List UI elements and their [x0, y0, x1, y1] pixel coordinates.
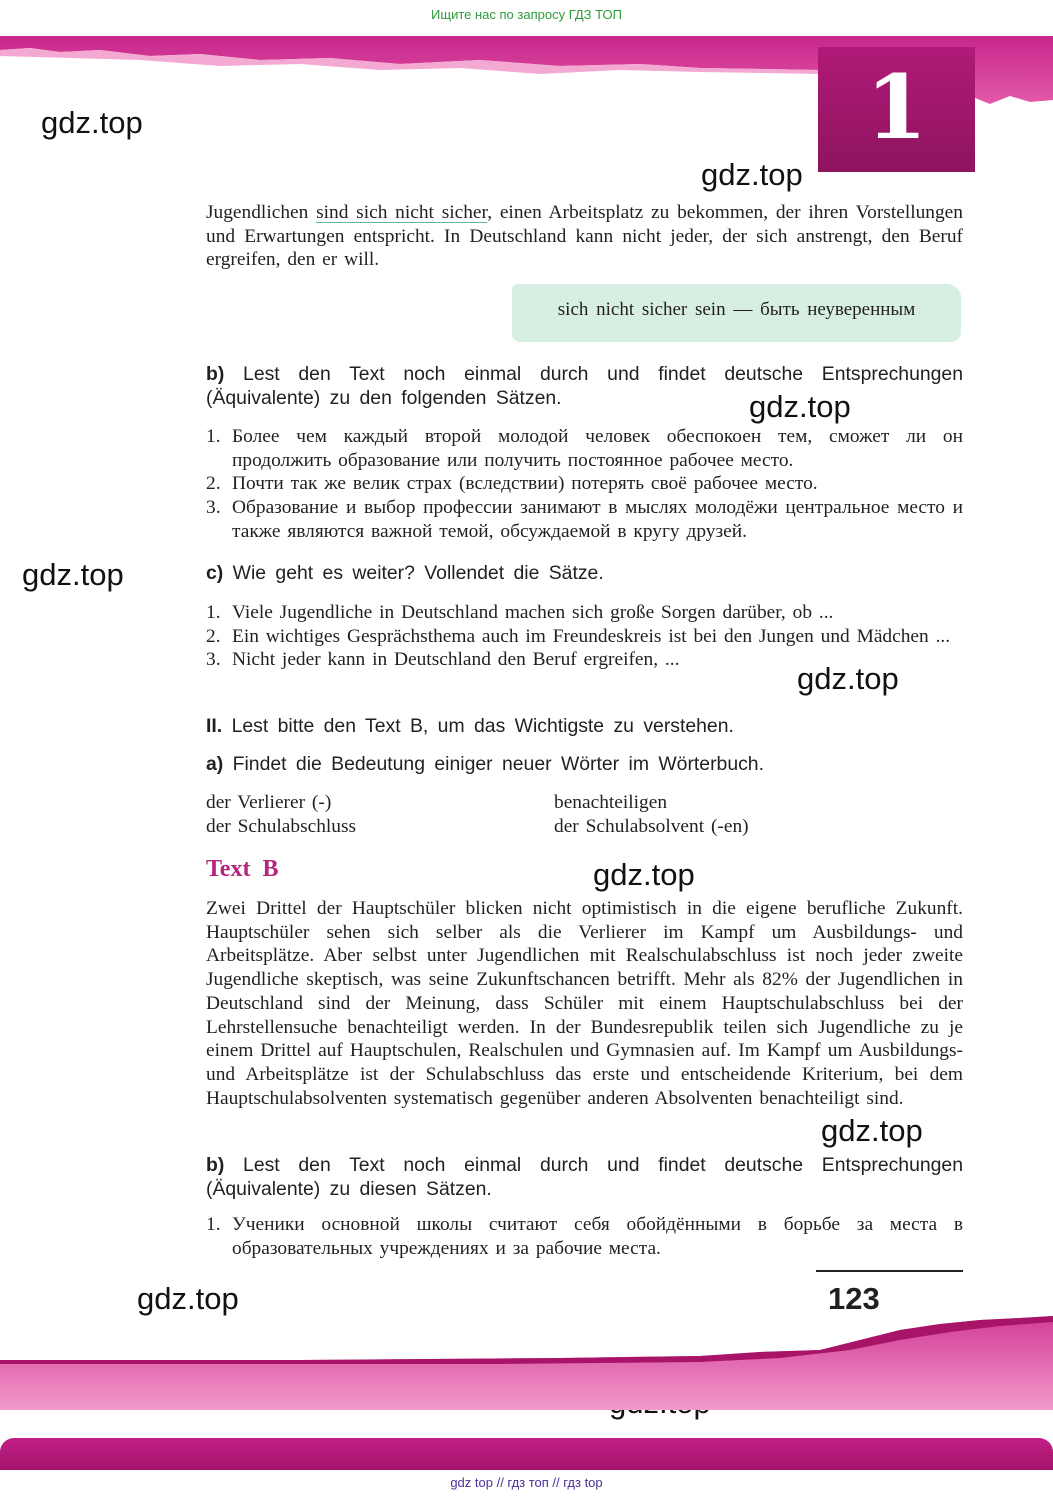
highlighted-phrase: sind sich nicht sicher	[316, 202, 488, 223]
watermark: gdz.top	[701, 157, 803, 192]
task-b2-instruction	[206, 1154, 963, 1201]
page-number: 123	[828, 1281, 880, 1316]
vocab-word: der Schulabsolvent (-en)	[554, 816, 749, 837]
list-item	[206, 472, 963, 496]
item-number: 2.	[206, 625, 221, 647]
watermark: gdz.top	[797, 661, 899, 696]
chapter-number: 1	[865, 55, 928, 159]
watermark: gdz.top	[593, 857, 695, 892]
task-b-instruction	[206, 363, 963, 410]
task-text: Findet die Bedeutung einiger neuer Wörter im Wörterbuch.	[232, 753, 764, 775]
task-label: a)	[206, 753, 224, 775]
bottom-decorative-band	[0, 1300, 1053, 1410]
task-a-instruction	[206, 753, 963, 777]
item-number: 2.	[206, 473, 221, 495]
intro-text-end: , einen Arbeitsplatz zu bekommen, der ihren Vorstellungen und Erwartungen entspricht. In Deutschland kann nicht jeder, der sich anstrengt, den Beruf ergreifen, den er will.	[206, 202, 963, 271]
bottom-bar	[0, 1438, 1053, 1470]
list-item	[206, 625, 963, 649]
item-number: 1.	[206, 426, 221, 447]
task-label: c)	[206, 562, 224, 584]
vocabulary-note	[512, 284, 961, 342]
footer-links[interactable]: gdz top // гдз топ // гдз top	[450, 1475, 603, 1490]
item-text: Почти так же велик страх (вследствии) потерять своё рабочее место.	[232, 473, 818, 495]
list-item	[206, 601, 963, 625]
task-label: b)	[206, 363, 225, 385]
item-text: Ein wichtiges Gesprächsthema auch im Freundeskreis ist bei den Jungen und Mädchen ...	[232, 625, 951, 647]
item-text: Ученики основной школы считают себя обойдёнными в борьбе за места в образовательных учреждениях и за рабочие места.	[232, 1214, 963, 1259]
item-text: Более чем каждый второй молодой человек обеспокоен тем, сможет ли он продолжить образование или получить постоянное рабочее место.	[232, 426, 963, 471]
item-number: 3.	[206, 497, 221, 519]
list-item	[206, 496, 963, 543]
page-number-rule	[816, 1270, 963, 1272]
intro-paragraph	[206, 201, 963, 272]
vocab-word: der Verlierer (-)	[206, 792, 332, 813]
task-text: Lest den Text noch einmal durch und findet deutsche Entsprechungen (Äquivalente) zu diesen Sätzen.	[206, 1154, 964, 1200]
watermark: gdz.top	[41, 105, 143, 140]
intro-text-start: Jugendlichen	[206, 202, 317, 223]
watermark: gdz.top	[137, 1281, 239, 1316]
text-b-title: Text B	[206, 856, 279, 882]
note-text: sich nicht sicher sein — быть неуверенным	[557, 299, 916, 320]
list-item	[206, 1213, 963, 1260]
task-text: Lest bitte den Text B, um das Wichtigste zu verstehen.	[231, 715, 734, 737]
task-c-instruction	[206, 562, 963, 586]
task-text: Lest den Text noch einmal durch und findet deutsche Entsprechungen (Äquivalente) zu den folgenden Sätzen.	[206, 363, 964, 409]
translation-list	[206, 425, 963, 544]
text-b-body: Zwei Drittel der Hauptschüler blicken nicht optimistisch in die eigene berufliche Zukunft. Hauptschüler sehen sich selber als die Verlierer im Kampf um Ausbildungs- und Arbeitsplätze. Aber selbst unter Jugendlichen mit Realschulabschluss ist noch jeder zweite Jugendliche skeptisch, was seine Zukunftschancen betrifft. Mehr als 82% der Jugendlichen in Deutschland sind der Meinung, dass Schüler mit einem Hauptschulabschluss bei der Lehrstellensuche benachteiligt werden. In der Bundesrepublik teilen sich Jugendliche zu je einem Drittel auf Hauptschulen, Realschulen und Gymnasien auf. Im Kampf um Ausbildungs- und Arbeitsplätze ist der Schulabschluss das erste und entscheidende Kriterium, bei dem Hauptschulabsolventen systematisch gegenüber anderen Absolventen benachteiligt sind.	[206, 898, 963, 1109]
item-text: Nicht jeder kann in Deutschland den Beruf ergreifen, ...	[232, 649, 680, 671]
chapter-badge	[818, 47, 975, 172]
watermark: gdz.top	[22, 557, 124, 592]
watermark: gdz.top	[821, 1113, 923, 1148]
task-label: b)	[206, 1154, 225, 1176]
item-text: Viele Jugendliche in Deutschland machen sich große Sorgen darüber, ob ...	[232, 602, 834, 623]
task-text: Wie geht es weiter? Vollendet die Sätze.	[232, 562, 604, 584]
top-search-hint[interactable]: Ищите нас по запросу ГДЗ ТОП	[431, 7, 622, 22]
list-item	[206, 648, 963, 672]
watermark: gdz.top	[749, 389, 851, 424]
item-number: 1.	[206, 1214, 221, 1235]
vocab-word: benachteiligen	[554, 792, 668, 813]
sentence-completion-list	[206, 601, 963, 672]
vocab-word: der Schulabschluss	[206, 816, 357, 837]
task-ii-instruction	[206, 715, 963, 739]
task-label: II.	[206, 715, 223, 737]
item-number: 1.	[206, 602, 221, 623]
item-number: 3.	[206, 649, 221, 671]
list-item	[206, 425, 963, 472]
item-text: Образование и выбор профессии занимают в мыслях молодёжи центральное место и также являются важной темой, обсуждаемой в кругу друзей.	[232, 497, 963, 542]
translation-list-2	[206, 1213, 963, 1260]
